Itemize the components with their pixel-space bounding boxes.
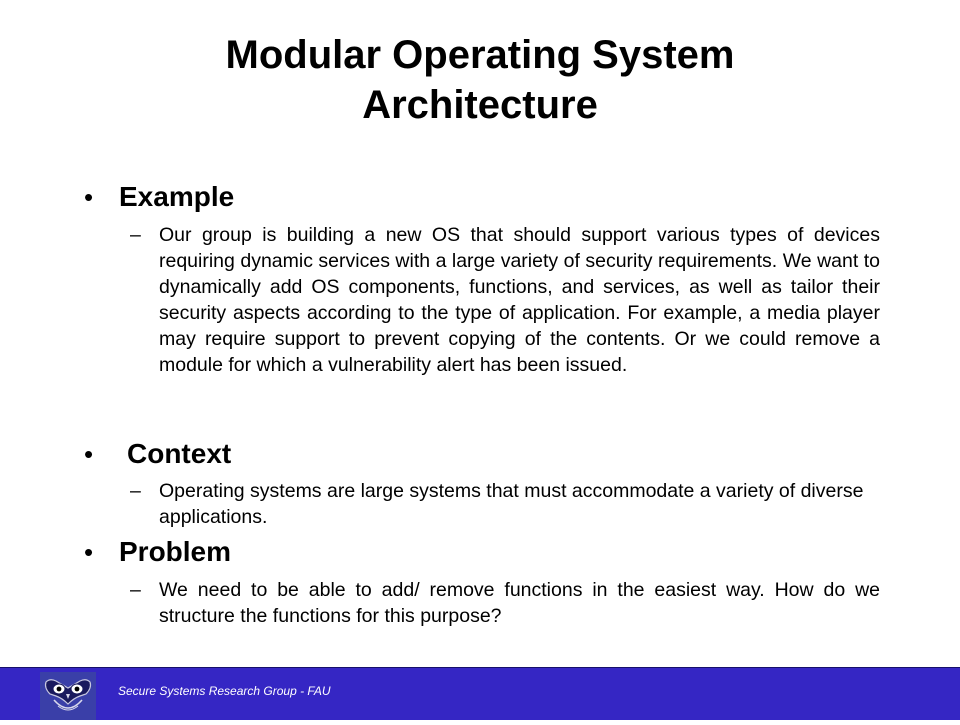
section-heading-problem: Problem [119,536,232,567]
slide-title-line-1: Modular Operating System [225,33,735,77]
section-body-problem [130,577,880,629]
dash-marker: – [130,480,141,502]
bullet-icon: • [84,182,94,212]
section-text-context: Operating systems are large systems that must accommodate a variety of diverse applications. [159,480,864,528]
slide-title-line-2: Architecture [362,83,598,127]
slide-title [80,30,880,130]
section-text-problem: We need to be able to add/ remove functions in the easiest way. How do we structure the functions for this purpose? [159,579,880,627]
owl-logo-svg [40,672,96,720]
section-heading-example: Example [119,181,235,212]
section-text-example: Our group is building a new OS that should support various types of devices requiring dynamic services with a large variety of security requirements. We want to dynamically add OS components, functions, and services, as well as tailor their security aspects according to the type of application. For example, a media player may require support to prevent copying of the contents. Or we could remove a module for which a vulnerability alert has been issued. [159,224,880,376]
dash-marker: – [130,579,141,601]
dash-marker: – [130,224,141,246]
section-heading-context: Context [127,438,232,469]
footer-text: Secure Systems Research Group - FAU [118,684,331,698]
section-body-context [130,478,880,530]
owl-logo-icon [40,672,96,720]
bullet-icon: • [84,439,94,469]
bullet-icon: • [84,537,94,567]
section-body-example [130,222,880,378]
